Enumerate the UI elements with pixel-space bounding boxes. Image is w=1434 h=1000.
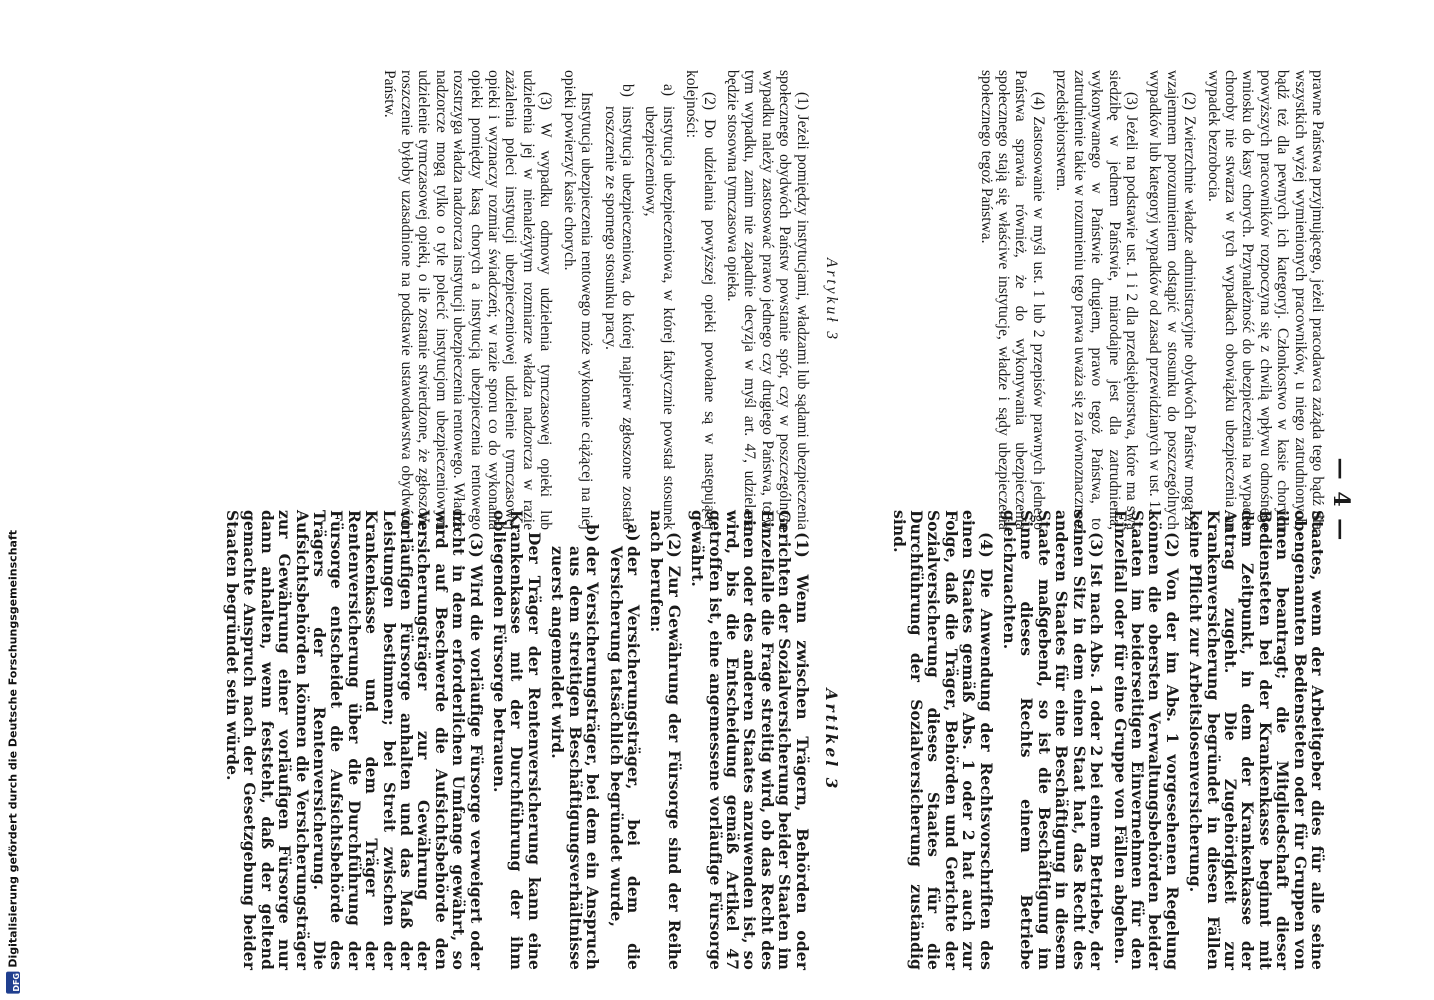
list-item bbox=[601, 70, 636, 530]
list-item-text: instytucja ubezpieczeniowa, w której faktycznie powstał stosunek ubezpieczeniowy, bbox=[642, 106, 677, 530]
polish-column-1 bbox=[971, 70, 1326, 530]
list-item-label: b) bbox=[583, 524, 603, 543]
paragraph: (1) Jeżeli pomiędzy instytucjami, władzami lub sądami ubezpieczenia społecznego obydwóch Państw powstanie spór, czy w poszczególnym wypadku należy zastosować prawo jednego czy drugiego Państwa, to w tym wypadku, zanim nie zapadnie decyzja w myśl art. 47, udzielana będzie stosowna tymczasowa opieka. bbox=[723, 70, 811, 530]
paragraph: (2) Zur Gewährung der Fürsorge sind der Reihe nach berufen: bbox=[647, 510, 684, 970]
paragraph: (3) Jeżeli na podstawie ust. 1 i 2 dla przedsiębiorstwa, które ma swą siedzibę w jednem Państwie, miarodajne jest dla zatrudnienia, wykonywanego w Państwie drugiem, prawo tegoż Państwa, to zatrudnienie takie w rozumieniu tego prawa uważa się za równoznaczne z przedsiębiorstwem. bbox=[1053, 70, 1140, 530]
paragraph: Staates, wenn der Arbeitgeber dies für alle seine obengenannten Bediensteten oder für Gruppen von ihnen beantragt; die Mitgliedschaft dieser Bediensteten bei der Krankenkasse beginnt mit dem Zeitpunkt, in dem der Krankenkasse der Antrag zugeht. Die Zugehörigkeit zur Krankenversicherung begründet in diesen Fällen keine Pflicht zur Arbeitslosenversicherung. bbox=[1186, 510, 1327, 970]
list-item-text: der Versicherungsträger, bei dem die Versicherung tatsächlich begründet wurde, bbox=[606, 546, 643, 970]
german-column-1 bbox=[884, 510, 1326, 970]
page-number: — 4 — bbox=[1328, 457, 1354, 543]
list-item-text: instytucja ubezpieczeniowa, do której najpierw zgłoszone zostało roszczenie ze spornego stosunku pracy. bbox=[601, 106, 636, 530]
article-heading: Artykuł 3 bbox=[823, 257, 840, 343]
german-column-2 bbox=[218, 510, 854, 970]
paragraph: (2) Do udzielania powyższej opieki powołane są w następującej kolejności: bbox=[683, 70, 718, 530]
paragraph: (3) W wypadku odmowy udzielenia tymczasowej opieki lub udzielenia jej w nienależytym rozmiarze władza nadzorcza w razie zażalenia poleci instytucji ubezpieczeniowej udzielenie tymczasowej opieki i wyznaczy rozmiar świadczeń; w razie sporu co do wykonania opieki pomiędzy kasą chorych a instytucją ubezpieczenia rentowego rozstrzyga władza nadzorcza instytucji ubezpieczenia rentowego. Władze nadzorcze mogą tylko o tyle polecić instytucjom ubezpieczeniowym udzielenie tymczasowej opieki, o ile zostanie stwierdzone, że zgłoszone roszczenie byłoby uzasadnione na podstawie ustawodawstwa obydwóch Państw. bbox=[380, 70, 555, 530]
list-item bbox=[549, 510, 601, 970]
paragraph: (3) Ist nach Abs. 1 oder 2 bei einem Betriebe, der seinen Sitz in dem einen Staat hat, das Recht des anderen Staates für eine Beschäftigung in diesem Staate maßgebend, so ist die Beschäftigung im Sinne dieses Rechts einem Betriebe gleichzuachten. bbox=[1000, 510, 1107, 970]
list-item-text: der Versicherungsträger, bei dem ein Anspruch aus dem streitigen Beschäftigungsverhältnisse zuerst angemeldet wird. bbox=[548, 546, 603, 970]
dfg-logo-icon: DFG bbox=[6, 972, 20, 994]
paragraph: Instytucja ubezpieczenia rentowego może wykonanie ciążącej na niej opieki powierzyć kasie chorych. bbox=[560, 70, 596, 530]
paragraph: (4) Die Anwendung der Rechtsvorschriften des einen Staates gemäß Abs. 1 oder 2 hat auch zur Folge, daß die Träger, Behörden und Gerichte der Sozialversicherung dieses Staates für die Durchführung der Sozialversicherung zuständig sind. bbox=[889, 510, 996, 970]
footer-credit bbox=[6, 530, 20, 994]
list-item bbox=[607, 510, 642, 970]
paragraph: prawne Państwa przyjmującego, jeżeli pracodawca zażąda tego bądź dla wszystkich wyżej wymienionych pracowników, u niego zatrudnionych, bądź też dla pewnych ich kategoryj. Członkostwo w kasie chorych powyższych pracowników rozpoczyna się z chwilą wpływu odnośnego wniosku do kasy chorych. Przynależność do ubezpieczenia na wypadek choroby nie stwarza w tych wypadkach obowiązku ubezpieczenia na wypadek bezrobocia. bbox=[1204, 70, 1326, 530]
paragraph: Der Träger der Rentenversicherung kann eine Krankenkasse mit der Durchführung der ihm obliegenden Fürsorge betrauen. bbox=[490, 510, 544, 970]
article-heading: Artikel 3 bbox=[822, 688, 841, 792]
footer-text: Digitalisierung gefördert durch die Deutsche Forschungsgemeinschaft bbox=[6, 530, 20, 968]
paragraph: (3) Wird die vorläufige Fürsorge verweigert oder nicht in dem erforderlichen Umfange gewährt, so wird auf Beschwerde die Aufsichtsbehörde den Versicherungsträger zur Gewährung der vorläufigen Fürsorge anhalten und das Maß der Leistungen bestimmen; bei Streit zwischen der Krankenkasse und dem Träger der Rentenversicherung über die Durchführung der Fürsorge entscheidet die Aufsichtsbehörde des Trägers der Rentenversicherung. Die Aufsichtsbehörden können die Versicherungsträger zur Gewährung einer vorläufigen Fürsorge nur dann anhalten, wenn feststeht, daß der geltend gemachte Anspruch nach der Gesetzgebung beider Staaten begründet sein würde. bbox=[223, 510, 486, 970]
list-item-label: a) bbox=[659, 84, 677, 97]
polish-column-2 bbox=[374, 70, 854, 530]
paragraph: (1) Wenn zwischen Trägern, Behörden oder Gerichten der Sozialversicherung beider Staaten im Einzelfalle die Frage streitig wird, ob das Recht des einen oder des anderen Staates anzuwenden ist, so wird, bis die Entscheidung gemäß Artikel 47 getroffen ist, eine angemessene vorläufige Fürsorge gewährt. bbox=[688, 510, 812, 970]
paragraph: (2) Zwierzchnie władze administracyjne obydwóch Państw mogą za wzajemnem porozumieniem odstąpić w stosunku do poszczególnych wypadków lub kategoryj wypadków od zasad przewidzianych w ust. 1. bbox=[1146, 70, 1199, 530]
list-item-label: a) bbox=[623, 524, 643, 542]
paragraph: (4) Zastosowanie w myśl ust. 1 lub 2 przepisów prawnych jednego Państwa sprawia również, że do wykonywania ubezpieczenia społecznego stają się właściwe instytucje, władze i sądy ubezpieczenia społecznego tegoż Państwa. bbox=[977, 70, 1047, 530]
list-item-label: b) bbox=[618, 84, 636, 97]
list-item bbox=[642, 70, 677, 530]
paragraph: (2) Von der im Abs. 1 vorgesehenen Regelung können die obersten Verwaltungsbehörden beider Staaten im beiderseitigen Einvernehmen für den Einzelfall oder für eine Gruppe von Fällen abgehen. bbox=[1110, 510, 1182, 970]
